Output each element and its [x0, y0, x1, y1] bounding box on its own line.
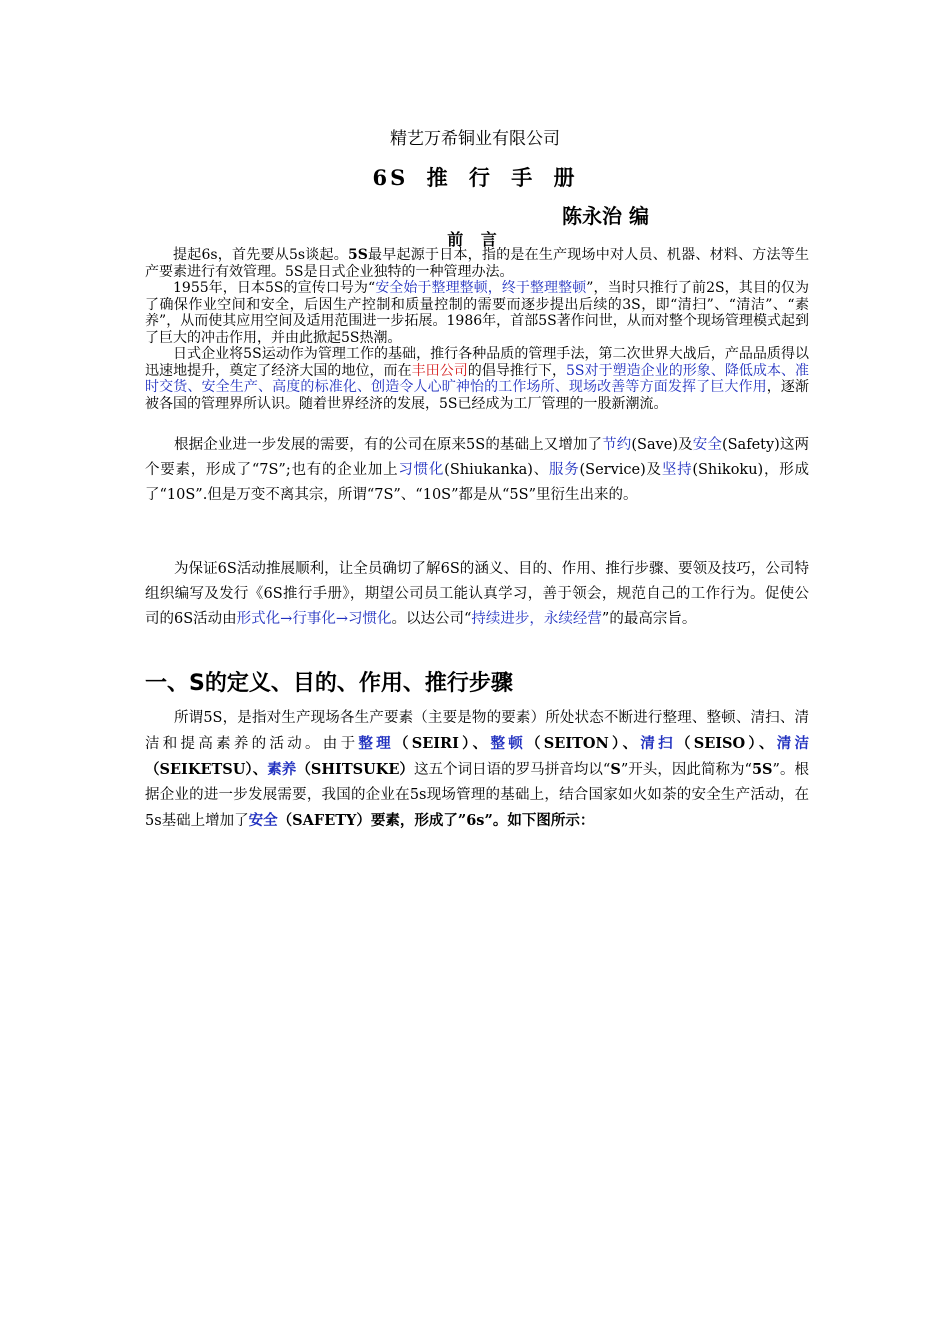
preface-heading: 前 言 — [447, 230, 503, 249]
author-line: 陈永治 编 — [562, 204, 649, 228]
shitsuke-link[interactable]: 素养 — [267, 761, 297, 778]
progression-link[interactable]: 形式化→行事化→习惯化 — [236, 611, 392, 627]
preface-paragraph-1: 提起6s，首先要从5s谈起。5S最早起源于日本，指的是在生产现场中对人员、机器、材料、方法等生产要素进行有效管理。5S是日式企业独特的一种管理办法。 — [145, 247, 810, 280]
save-link[interactable]: 节约 — [602, 437, 632, 453]
benefits-link[interactable]: 5S对于塑造企业的形象、降低成本、准时交货、安全生产、高度的标准化、创造令人心旷神怡的工作场所、现场改善等方面发挥了巨大作用 — [145, 362, 810, 395]
shikoku-link[interactable]: 坚持 — [661, 462, 693, 478]
safety-element-link[interactable]: 安全 — [248, 812, 278, 829]
section-1-paragraph: 所谓5S，是指对生产现场各生产要素（主要是物的要素）所处状态不断进行整理、整顿、清扫、清洁和提高素养的活动。由于整理（SEIRI）、整顿（SEITON）、清扫（SEISO）、清洁（SEIKETSU）、素养（SHITSUKE）这五个词日语的罗马拼音均以“S”开头，因此简称为“5S”。根据企业的进一步发展需要，我国的企业在5s现场管理的基础上，结合国家如火如荼的安全生产活动，在5s基础上增加了安全（SAFETY）要素，形成了”6s”。如下图所示： — [145, 710, 810, 829]
company-name: 精艺万希铜业有限公司 — [390, 129, 560, 149]
preface-block-1 — [145, 247, 809, 412]
slogan-link[interactable]: 安全始于整理整顿，终于整理整顿 — [375, 280, 587, 296]
preface-paragraph-3: 日式企业将5S运动作为管理工作的基础，推行各种品质的管理手法，第二次世界大战后，产品品质得以迅速地提升，奠定了经济大国的地位，而在丰田公司的倡导推行下，5S对于塑造企业的形象、降低成本、准时交货、安全生产、高度的标准化、创造令人心旷神怡的工作场所、现场改善等方面发挥了巨大作用，逐渐被各国的管理界所认识。随着世界经济的发展，5S已经成为工厂管理的一股新潮流。 — [145, 346, 810, 412]
preface-block-2 — [145, 433, 809, 508]
preface-paragraph-2: 1955年，日本5S的宣传口号为“安全始于整理整顿，终于整理整顿”，当时只推行了前2S，其目的仅为了确保作业空间和安全，后因生产控制和质量控制的需要而逐步提出后续的3S，即“清扫”、“清洁”、“素养”，从而使其应用空间及适用范围进一步拓展。1986年，首部5S著作问世，从而对整个现场管理模式起到了巨大的冲击作用，并由此掀起5S热潮。 — [145, 280, 809, 346]
shiukanka-link[interactable]: 习惯化 — [398, 462, 445, 478]
seiri-link[interactable]: 整理 — [358, 735, 394, 752]
seiketsu-link[interactable]: 清洁 — [776, 735, 809, 752]
manual-title: 6S 推 行 手 册 — [372, 165, 578, 190]
seiton-link[interactable]: 整顿 — [490, 735, 527, 752]
preface-block-3 — [145, 557, 809, 632]
preface-paragraph-4: 根据企业进一步发展的需要，有的公司在原来5S的基础上又增加了节约(Save)及安全(Safety)这两个要素，形成了“7S”;也有的企业加上习惯化(Shiukanka)、服务(Service)及坚持(Shikoku)，形成了“10S”.但是万变不离其宗，所谓“7S”、“10S”都是从“5S”里衍生出来的。 — [145, 437, 810, 503]
section-1-heading: 一、S的定义、目的、作用、推行步骤 — [145, 671, 513, 696]
seiso-link[interactable]: 清扫 — [640, 735, 676, 752]
section-1-body — [145, 706, 809, 834]
preface-paragraph-5: 为保证6S活动推展顺利，让全员确切了解6S的涵义、目的、作用、推行步骤、要领及技巧，公司特组织编写及发行《6S推行手册》，期望公司员工能认真学习，善于领会，规范自己的工作行为。促使公司的6S活动由形式化→行事化→习惯化。以达公司“持续进步，永续经营”的最高宗旨。 — [145, 561, 809, 627]
service-link[interactable]: 服务 — [548, 462, 580, 478]
safety-link[interactable]: 安全 — [692, 437, 722, 453]
toyota-link[interactable]: 丰田公司 — [411, 362, 468, 379]
motto-link[interactable]: 持续进步，永续经营 — [471, 611, 602, 627]
